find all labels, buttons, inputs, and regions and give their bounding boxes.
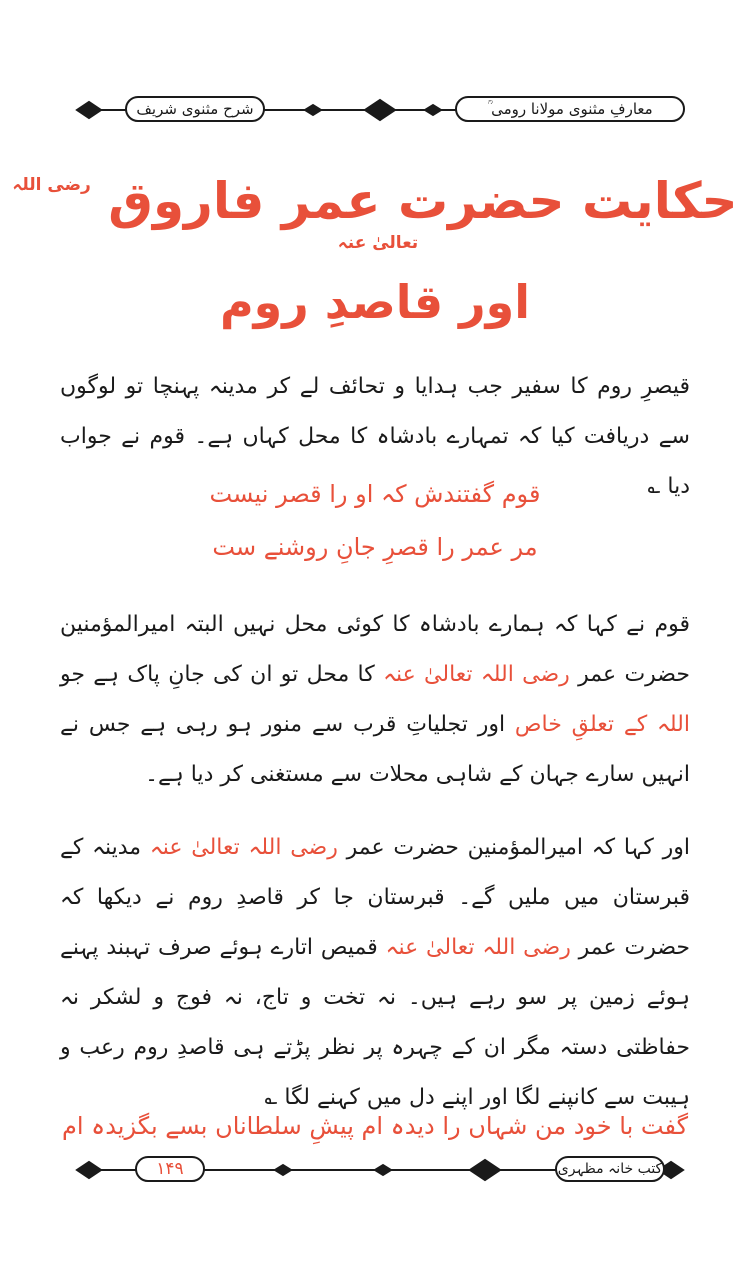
header-band [75, 90, 685, 130]
publisher-label: کتب خانہ مظہری [555, 1156, 665, 1182]
paragraph-3 [60, 823, 690, 1123]
page-title [0, 172, 750, 288]
paragraph-1: قیصرِ روم کا سفیر جب ہدایا و تحائف لے کر مدینہ پہنچا تو لوگوں سے دریافت کیا کہ تمہارے بادشاہ کا محل کہاں ہے۔ قوم نے جواب دیا ؎ [60, 374, 690, 499]
para2-honorific: رضی اللہ تعالیٰ عنہ [383, 662, 570, 687]
title-line-1: حکایت حضرت عمر فاروق [108, 172, 738, 230]
para2-text-a: قوم نے کہا کہ ہمارے بادشاہ کا کوئی محل نہیں البتہ امیرالمؤمنین حضرت عمر [60, 612, 690, 687]
page-subtitle: اور قاصدِ روم [219, 275, 531, 329]
para3-honorific-2: رضی اللہ تعالیٰ عنہ [385, 935, 571, 960]
para2-highlight: اللہ کے تعلقِ خاص [514, 712, 690, 737]
header-left-label: شرح مثنوی شریف [125, 96, 265, 122]
verse-1: قوم گفتندش کہ او را قصر نیست [209, 480, 541, 508]
para2-text-c: اور تجلیاتِ قرب سے منور ہو رہی ہے جس نے انہیں سارے جہان کے شاہی محلات سے مستغنی کر دیا ہے۔ [60, 712, 690, 787]
header-right-label: معارفِ مثنوی مولانا رومی ؒ [455, 96, 685, 122]
verse-3: گفت با خود من شہاں را دیدہ ام پیشِ سلطاناں بسے بگزیدہ ام [61, 1112, 689, 1140]
para3-text-c: قمیص اتارے ہوئے صرف تہبند پہنے ہوئے زمین پر سو رہے ہیں۔ نہ تخت و تاج، نہ فوج و لشکر نہ حفاظتی دستہ مگر ان کے چہرہ پر نظر پڑتے ہی قاصدِ روم رعب و ہیبت سے کانپنے لگا اور اپنے دل میں کہنے لگا ؎ [60, 935, 690, 1110]
para2-text-b: کا محل تو ان کی جانِ پاک ہے جو [60, 662, 375, 687]
para3-text-a: اور کہا کہ امیرالمؤمنین حضرت عمر [346, 835, 690, 860]
footer-band [75, 1150, 685, 1190]
paragraph-2 [60, 600, 690, 800]
title-honorific: رضی اللہ تعالیٰ عنہ [12, 175, 419, 253]
page-number: ۱۴۹ [135, 1156, 205, 1182]
para3-text-b: مدینہ کے قبرستان میں ملیں گے۔ قبرستان جا کر قاصدِ روم نے دیکھا کہ حضرت عمر [60, 835, 691, 960]
para3-honorific-1: رضی اللہ تعالیٰ عنہ [149, 835, 338, 860]
verse-2: مر عمر را قصرِ جانِ روشنے ست [212, 533, 538, 561]
